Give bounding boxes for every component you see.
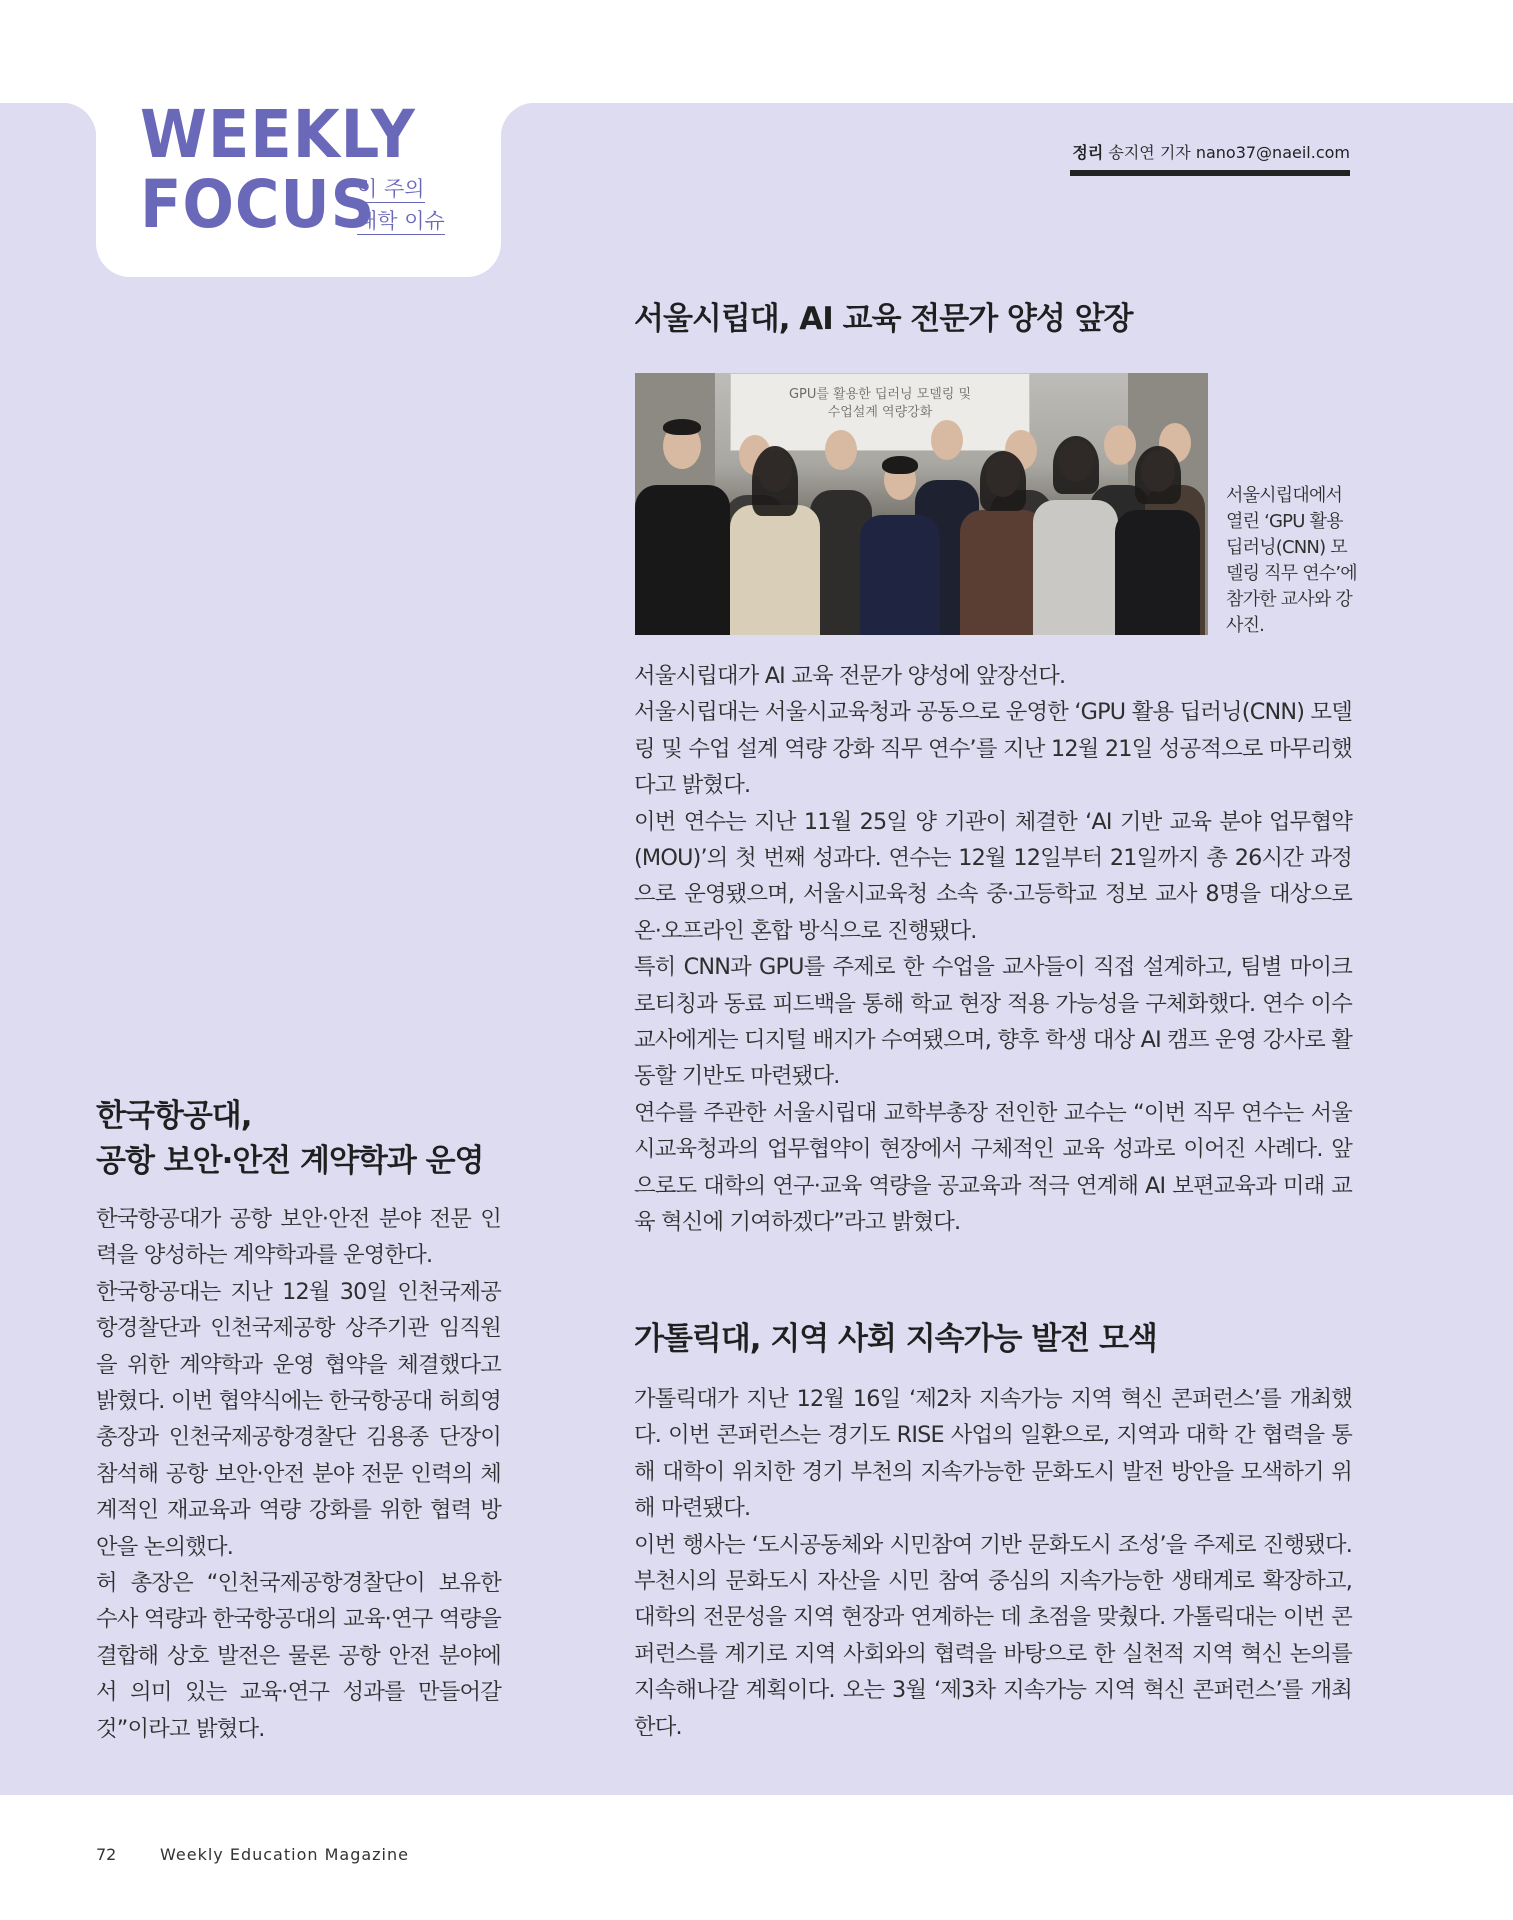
photo-person [1115, 450, 1200, 635]
article2-headline-line1: 한국항공대, [96, 1098, 252, 1134]
article1-body [634, 658, 1352, 1241]
article3-paragraph: 가톨릭대가 지난 12월 16일 ‘제2차 지속가능 지역 혁신 콘퍼런스’를 개최했다. 이번 콘퍼런스는 경기도 RISE 사업의 일환으로, 지역과 대학 간 협력을 통해 대학이 위치한 경기 부천의 지속가능한 문화도시 발전 방안을 모색하기 위해 마련됐다. [634, 1386, 1352, 1522]
article3-paragraph: 이번 행사는 ‘도시공동체와 시민참여 기반 문화도시 조성’을 주제로 진행됐다. 부천시의 문화도시 자산을 시민 참여 중심의 지속가능한 생태계로 확장하고, 대학의 전문성을 지역 현장과 연계하는 데 초점을 맞췄다. 가톨릭대는 이번 콘퍼런스를 계기로 지역 사회와의 협력을 바탕으로 한 실천적 지역 혁신 논의를 지속해나갈 계획이다. 오는 3월 ‘제3차 지속가능 지역 혁신 콘퍼런스’를 개최한다. [634, 1531, 1352, 1740]
article3-headline: 가톨릭대, 지역 사회 지속가능 발전 모색 [634, 1321, 1157, 1357]
article1-paragraph: 연수를 주관한 서울시립대 교학부총장 전인한 교수는 “이번 직무 연수는 서울시교육청과의 업무협약이 현장에서 구체적인 교육 성과로 이어진 사례다. 앞으로도 대학의 연구·교육 역량을 공교육과 적극 연계해 AI 보편교육과 미래 교육 혁신에 기여하겠다”라고 밝혔다. [634, 1099, 1352, 1236]
article2-headline [96, 1094, 484, 1184]
photo-person [860, 460, 940, 635]
article2-headline-line2: 공항 보안·안전 계약학과 운영 [96, 1142, 484, 1179]
page-number: 72 [96, 1845, 117, 1864]
photo-screen-line1: GPU를 활용한 딥러닝 모델링 및 [788, 387, 972, 402]
photo-person [1033, 440, 1118, 635]
article2-paragraph: 허 총장은 “인천국제공항경찰단이 보유한 수사 역량과 한국항공대의 교육·연구 역량을 결합해 상호 발전은 물론 공항 안전 분야에서 의미 있는 교육·연구 성과를 만들어갈 것”이라고 밝혔다. [96, 1570, 501, 1742]
credit-label: 정리 [1072, 143, 1104, 162]
credit-divider [1070, 170, 1350, 176]
logo-weekly: WEEKLY [140, 96, 416, 173]
magazine-name: Weekly Education Magazine [160, 1845, 409, 1864]
article2-paragraph: 한국항공대는 지난 12월 30일 인천국제공항경찰단과 인천국제공항 상주기관 임직원을 위한 계약학과 운영 협약을 체결했다고 밝혔다. 이번 협약식에는 한국항공대 허희영 총장과 인천국제공항경찰단 김용종 단장이 참석해 공항 보안·안전 분야 전문 인력의 체계적인 재교육과 역량 강화를 위한 협력 방안을 논의했다. [96, 1278, 501, 1560]
article1-photo [635, 373, 1208, 635]
photo-screen-line2: 수업설계 역량강화 [827, 405, 933, 420]
article1-paragraph: 서울시립대가 AI 교육 전문가 양성에 앞장선다. [634, 663, 1066, 689]
photo-person [730, 450, 820, 635]
logo-subtitle-2: 대학 이슈 [357, 208, 445, 235]
article1-paragraph: 서울시립대는 서울시교육청과 공동으로 운영한 ‘GPU 활용 딥러닝(CNN) 모델링 및 수업 설계 역량 강화 직무 연수’를 지난 12월 21일 성공적으로 마무리했다고 밝혔다. [634, 699, 1352, 799]
article1-headline: 서울시립대, AI 교육 전문가 양성 앞장 [634, 301, 1133, 337]
article2-body [96, 1201, 501, 1747]
logo-focus: FOCUS [140, 166, 376, 243]
article1-paragraph: 특히 CNN과 GPU를 주제로 한 수업을 교사들이 직접 설계하고, 팀별 마이크로티칭과 동료 피드백을 통해 학교 현장 적용 가능성을 구체화했다. 연수 이수 교사에게는 디지털 배지가 수여됐으며, 향후 학생 대상 AI 캠프 운영 강사로 활동할 기반도 마련됐다. [634, 954, 1352, 1090]
article2-paragraph: 한국항공대가 공항 보안·안전 분야 전문 인력을 양성하는 계약학과를 운영한다. [96, 1206, 501, 1269]
photo-caption: 서울시립대에서 열린 ‘GPU 활용 딥러닝(CNN) 모델링 직무 연수’에 참가한 교사와 강사진. [1226, 485, 1357, 636]
article3-body [634, 1381, 1352, 1745]
logo-subtitle-1: 이 주의 [357, 176, 425, 203]
article1-paragraph: 이번 연수는 지난 11월 25일 양 기관이 체결한 ‘AI 기반 교육 분야 업무협약(MOU)’의 첫 번째 성과다. 연수는 12월 12일부터 21일까지 총 26시간 과정으로 운영됐으며, 서울시교육청 소속 중·고등학교 정보 교사 8명을 대상으로 온·오프라인 혼합 방식으로 진행됐다. [634, 808, 1352, 944]
photo-person [635, 423, 730, 635]
reporter-credit [1060, 140, 1350, 163]
credit-text: 송지연 기자 nano37@naeil.com [1108, 143, 1350, 162]
